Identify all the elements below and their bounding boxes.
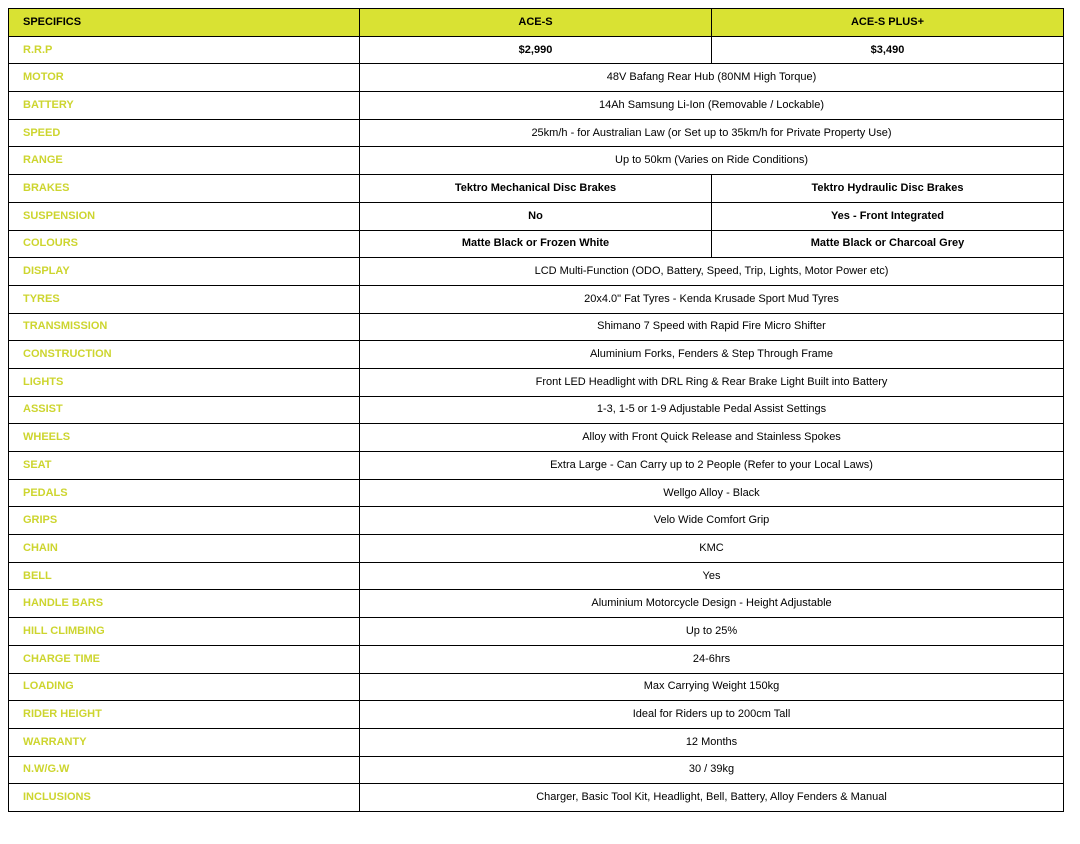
row-value-shared: Velo Wide Comfort Grip — [360, 507, 1064, 535]
row-label: RANGE — [9, 147, 360, 175]
table-row — [9, 507, 1064, 535]
row-label: MOTOR — [9, 64, 360, 92]
table-row — [9, 479, 1064, 507]
table-row — [9, 562, 1064, 590]
table-row — [9, 368, 1064, 396]
table-body — [9, 36, 1064, 811]
header-ace-s-plus: ACE-S PLUS+ — [712, 9, 1064, 37]
row-value-shared: 48V Bafang Rear Hub (80NM High Torque) — [360, 64, 1064, 92]
row-label: TYRES — [9, 285, 360, 313]
table-row — [9, 92, 1064, 120]
row-value-shared: KMC — [360, 535, 1064, 563]
row-label: SPEED — [9, 119, 360, 147]
row-value-shared: Aluminium Motorcycle Design - Height Adjustable — [360, 590, 1064, 618]
row-value-shared: 14Ah Samsung Li-Ion (Removable / Lockable) — [360, 92, 1064, 120]
table-row — [9, 285, 1064, 313]
row-value-ace-s-plus: $3,490 — [712, 36, 1064, 64]
table-row — [9, 147, 1064, 175]
row-value-ace-s: Tektro Mechanical Disc Brakes — [360, 175, 712, 203]
row-value-ace-s-plus: Yes - Front Integrated — [712, 202, 1064, 230]
row-label: SEAT — [9, 452, 360, 480]
row-value-shared: LCD Multi-Function (ODO, Battery, Speed, Trip, Lights, Motor Power etc) — [360, 258, 1064, 286]
row-value-shared: 1-3, 1-5 or 1-9 Adjustable Pedal Assist Settings — [360, 396, 1064, 424]
row-label: DISPLAY — [9, 258, 360, 286]
row-value-ace-s-plus: Matte Black or Charcoal Grey — [712, 230, 1064, 258]
table-row — [9, 618, 1064, 646]
row-value-shared: Up to 50km (Varies on Ride Conditions) — [360, 147, 1064, 175]
row-value-shared: 12 Months — [360, 728, 1064, 756]
header-specifics: SPECIFICS — [9, 9, 360, 37]
table-row — [9, 424, 1064, 452]
table-row — [9, 645, 1064, 673]
table-row — [9, 119, 1064, 147]
row-label: RIDER HEIGHT — [9, 701, 360, 729]
row-label: PEDALS — [9, 479, 360, 507]
row-value-shared: 20x4.0" Fat Tyres - Kenda Krusade Sport Mud Tyres — [360, 285, 1064, 313]
table-row — [9, 452, 1064, 480]
row-value-shared: 24-6hrs — [360, 645, 1064, 673]
table-row — [9, 535, 1064, 563]
table-row — [9, 396, 1064, 424]
table-header — [9, 9, 1064, 37]
row-label: BATTERY — [9, 92, 360, 120]
row-label: N.W/G.W — [9, 756, 360, 784]
header-ace-s: ACE-S — [360, 9, 712, 37]
header-row — [9, 9, 1064, 37]
row-value-shared: Max Carrying Weight 150kg — [360, 673, 1064, 701]
row-value-ace-s: No — [360, 202, 712, 230]
row-label: HILL CLIMBING — [9, 618, 360, 646]
row-value-shared: Charger, Basic Tool Kit, Headlight, Bell, Battery, Alloy Fenders & Manual — [360, 784, 1064, 812]
table-row — [9, 728, 1064, 756]
table-row — [9, 202, 1064, 230]
table-row — [9, 230, 1064, 258]
row-label: GRIPS — [9, 507, 360, 535]
row-value-shared: Wellgo Alloy - Black — [360, 479, 1064, 507]
row-label: CHARGE TIME — [9, 645, 360, 673]
table-row — [9, 341, 1064, 369]
row-value-shared: Up to 25% — [360, 618, 1064, 646]
row-value-shared: Alloy with Front Quick Release and Stainless Spokes — [360, 424, 1064, 452]
table-row — [9, 784, 1064, 812]
table-row — [9, 36, 1064, 64]
row-value-ace-s: $2,990 — [360, 36, 712, 64]
row-label: CONSTRUCTION — [9, 341, 360, 369]
row-label: BRAKES — [9, 175, 360, 203]
row-value-shared: Aluminium Forks, Fenders & Step Through Frame — [360, 341, 1064, 369]
row-label: SUSPENSION — [9, 202, 360, 230]
table-row — [9, 258, 1064, 286]
row-value-shared: Shimano 7 Speed with Rapid Fire Micro Shifter — [360, 313, 1064, 341]
row-value-shared: 25km/h - for Australian Law (or Set up to 35km/h for Private Property Use) — [360, 119, 1064, 147]
row-label: WARRANTY — [9, 728, 360, 756]
table-row — [9, 756, 1064, 784]
row-value-shared: Front LED Headlight with DRL Ring & Rear Brake Light Built into Battery — [360, 368, 1064, 396]
row-label: COLOURS — [9, 230, 360, 258]
table-row — [9, 175, 1064, 203]
row-value-ace-s-plus: Tektro Hydraulic Disc Brakes — [712, 175, 1064, 203]
spec-table — [8, 8, 1064, 812]
row-value-shared: Ideal for Riders up to 200cm Tall — [360, 701, 1064, 729]
row-label: CHAIN — [9, 535, 360, 563]
table-row — [9, 701, 1064, 729]
row-label: TRANSMISSION — [9, 313, 360, 341]
row-value-shared: Yes — [360, 562, 1064, 590]
row-label: LOADING — [9, 673, 360, 701]
row-label: ASSIST — [9, 396, 360, 424]
table-row — [9, 64, 1064, 92]
row-label: INCLUSIONS — [9, 784, 360, 812]
table-row — [9, 590, 1064, 618]
row-label: R.R.P — [9, 36, 360, 64]
row-value-shared: Extra Large - Can Carry up to 2 People (Refer to your Local Laws) — [360, 452, 1064, 480]
row-label: WHEELS — [9, 424, 360, 452]
row-value-shared: 30 / 39kg — [360, 756, 1064, 784]
row-value-ace-s: Matte Black or Frozen White — [360, 230, 712, 258]
row-label: BELL — [9, 562, 360, 590]
row-label: HANDLE BARS — [9, 590, 360, 618]
row-label: LIGHTS — [9, 368, 360, 396]
table-row — [9, 313, 1064, 341]
table-row — [9, 673, 1064, 701]
